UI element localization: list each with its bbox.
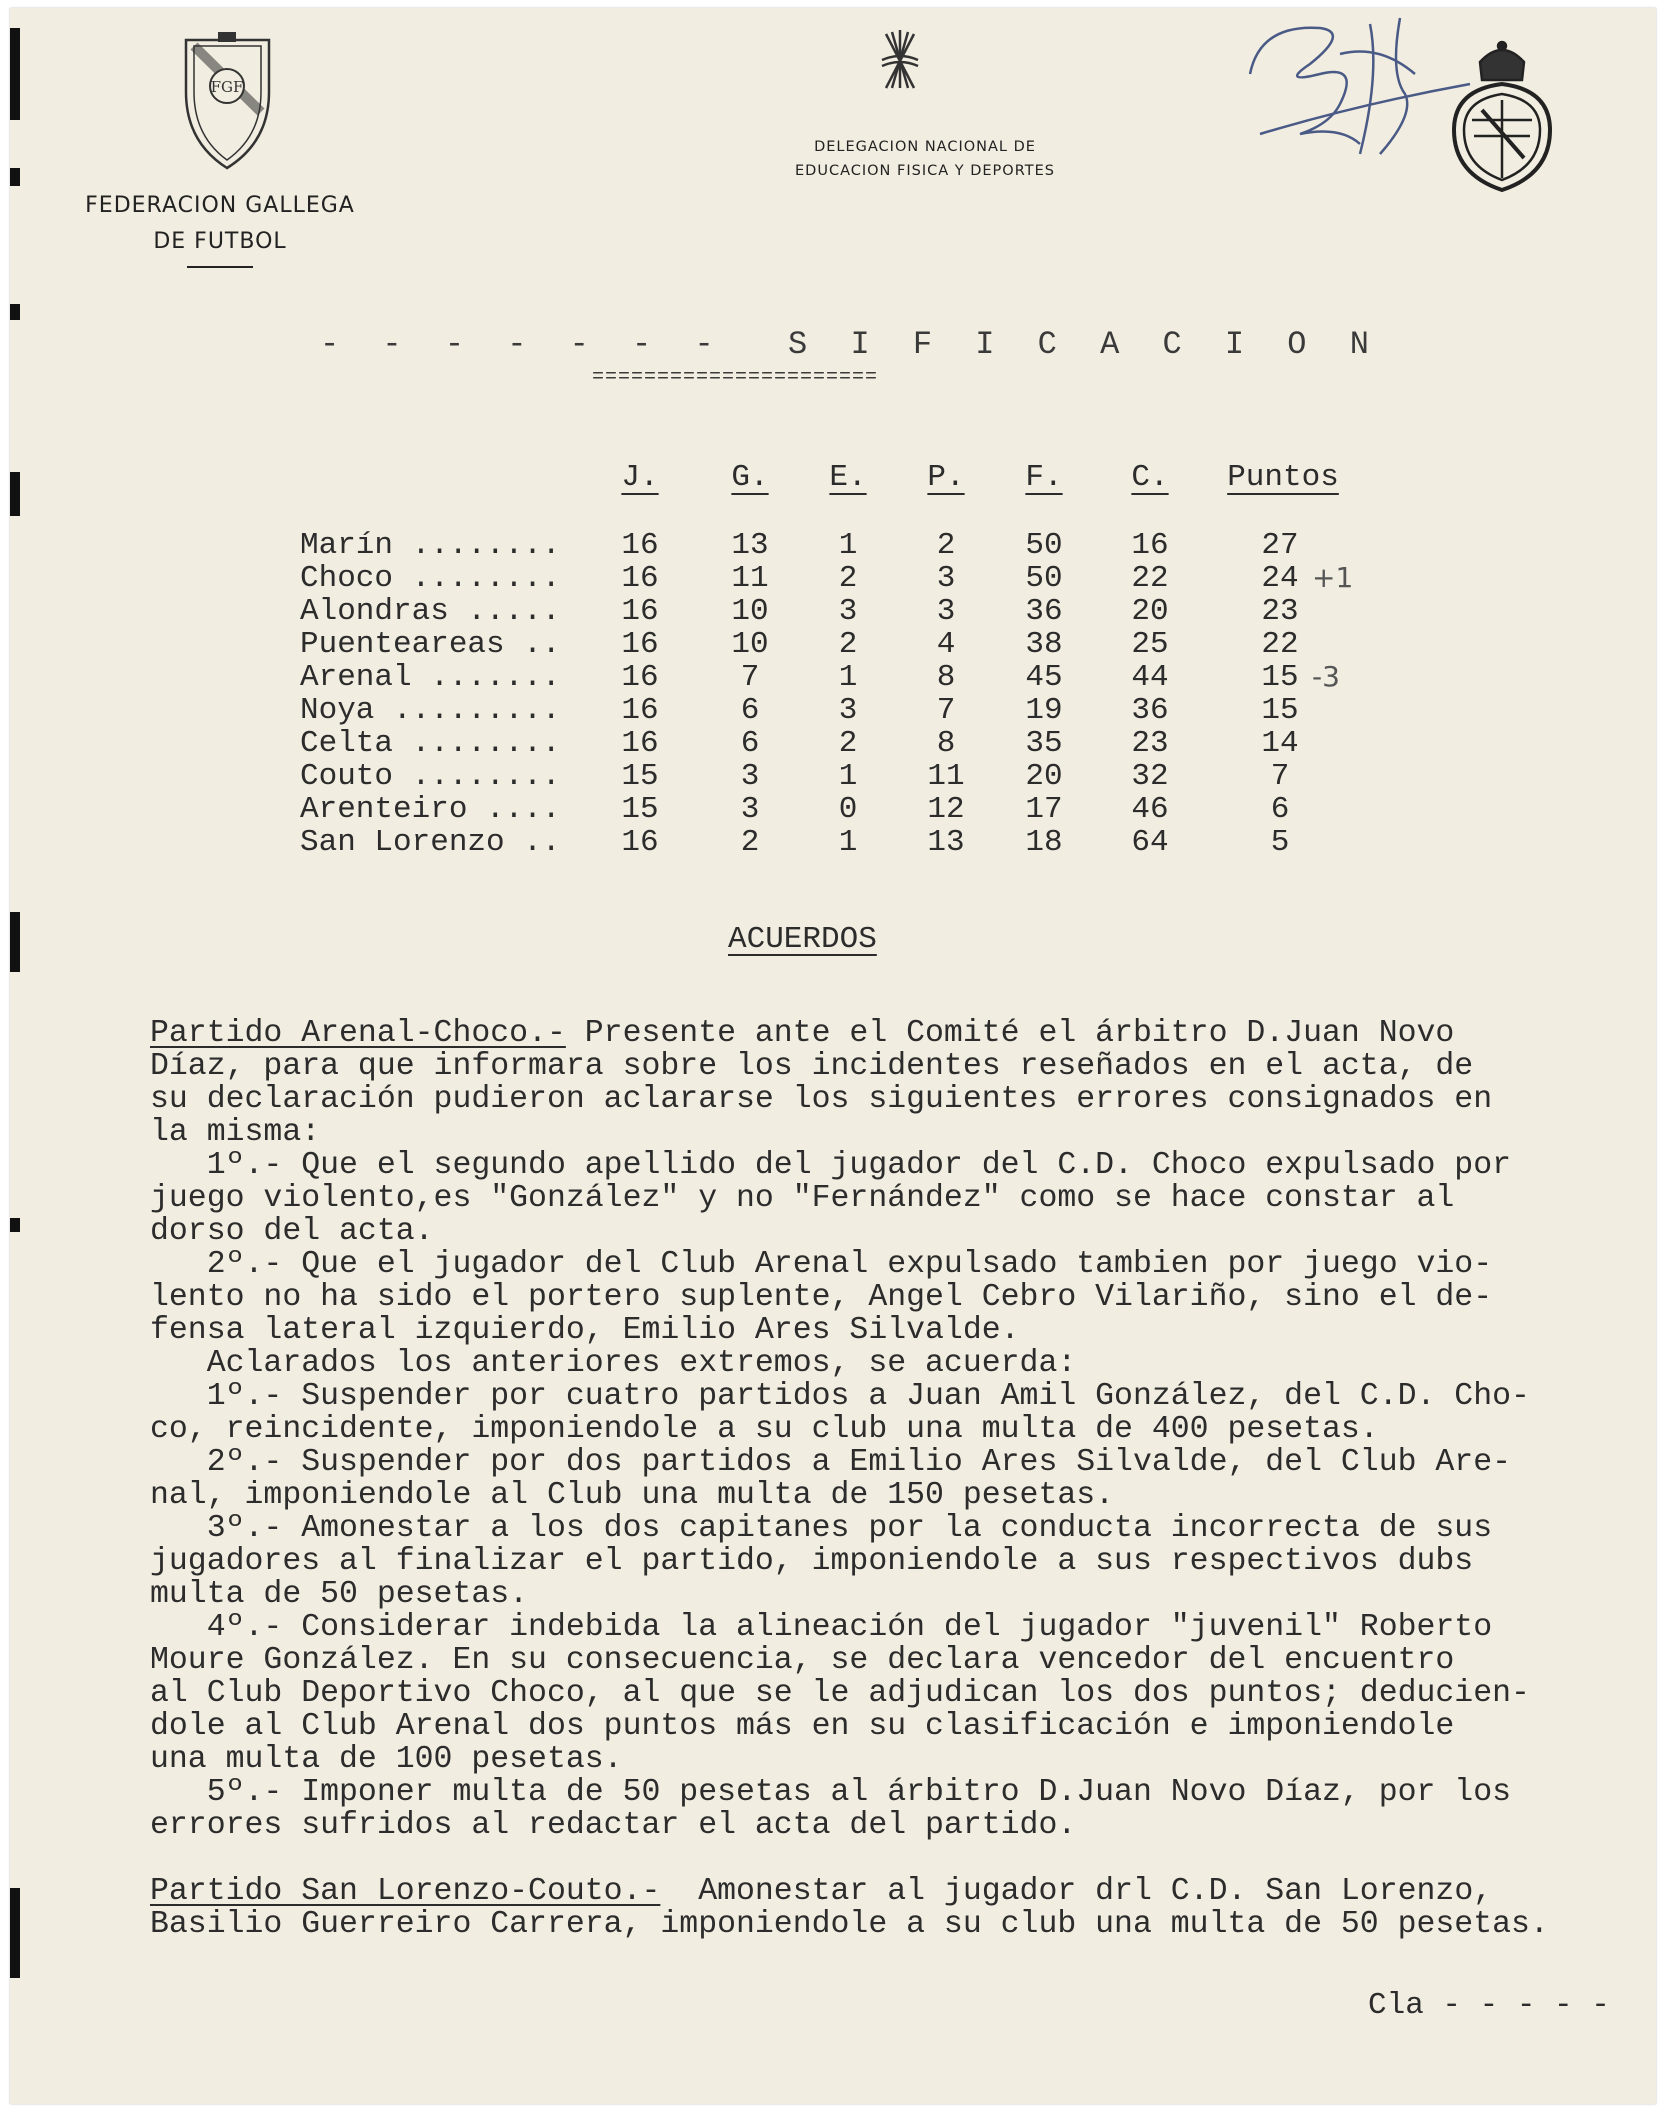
team-name: Noya ......... xyxy=(300,693,561,728)
won: 2 xyxy=(740,825,760,860)
match-title: Partido Arenal-Choco.- xyxy=(150,1016,566,1051)
text-line: una multa de 100 pesetas. xyxy=(150,1742,623,1777)
divider xyxy=(187,266,253,268)
played: 16 xyxy=(621,561,659,596)
goals-for: 19 xyxy=(1025,693,1063,728)
goals-for: 38 xyxy=(1025,627,1063,662)
won: 10 xyxy=(731,594,769,629)
edge-mark xyxy=(10,1888,20,1978)
text-line: su declaración pudieron aclararse los siguientes errores consignados en xyxy=(150,1082,1493,1117)
won: 3 xyxy=(740,792,760,827)
goals-against: 44 xyxy=(1131,660,1169,695)
won: 3 xyxy=(740,759,760,794)
drawn: 3 xyxy=(838,594,858,629)
column-header: E. xyxy=(829,460,867,495)
lost: 4 xyxy=(936,627,956,662)
royal-crest-logo xyxy=(1442,40,1562,195)
goals-against: 20 xyxy=(1131,594,1169,629)
lost: 2 xyxy=(936,528,956,563)
column-header: P. xyxy=(927,460,965,495)
team-name: Alondras ..... xyxy=(300,594,561,629)
text-line: 1º.- Que el segundo apellido del jugador del C.D. Choco expulsado por xyxy=(150,1148,1512,1183)
text-line: la misma: xyxy=(150,1115,321,1150)
match-title: Partido San Lorenzo-Couto.- xyxy=(150,1874,661,1909)
goals-for: 50 xyxy=(1025,528,1063,563)
points: 27 xyxy=(1261,528,1299,563)
continuation-mark: Cla - - - - - xyxy=(1368,1988,1610,2023)
text-line: multa de 50 pesetas. xyxy=(150,1577,529,1612)
section-heading: ACUERDOS xyxy=(728,922,877,957)
edge-mark xyxy=(10,912,20,972)
document-page xyxy=(10,8,1656,2104)
page-title: - - - - - - - S I F I C A C I O N xyxy=(320,326,1381,363)
lost: 11 xyxy=(927,759,965,794)
drawn: 1 xyxy=(838,825,858,860)
text-line: 2º.- Que el jugador del Club Arenal expulsado tambien por juego vio- xyxy=(150,1247,1493,1282)
played: 16 xyxy=(621,726,659,761)
points: 14 xyxy=(1261,726,1299,761)
column-header: Puntos xyxy=(1227,460,1339,495)
text-line: 2º.- Suspender por dos partidos a Emilio Ares Silvalde, del Club Are- xyxy=(150,1445,1512,1480)
text-line: errores sufridos al redactar el acta del partido. xyxy=(150,1808,1077,1843)
goals-against: 36 xyxy=(1131,693,1169,728)
points: 22 xyxy=(1261,627,1299,662)
handwritten-adjustment: +1 xyxy=(1312,561,1354,594)
title-underline: ====================== xyxy=(592,366,879,389)
delegation-line-2: EDUCACION FISICA Y DEPORTES xyxy=(795,163,1055,179)
text-line: al Club Deportivo Choco, al que se le adjudican los dos puntos; deducien- xyxy=(150,1676,1530,1711)
goals-for: 20 xyxy=(1025,759,1063,794)
won: 6 xyxy=(740,726,760,761)
text-line: 1º.- Suspender por cuatro partidos a Juan Amil González, del C.D. Cho- xyxy=(150,1379,1530,1414)
yoke-arrows-emblem-icon xyxy=(878,26,922,96)
goals-against: 22 xyxy=(1131,561,1169,596)
column-header: F. xyxy=(1025,460,1063,495)
goals-for: 35 xyxy=(1025,726,1063,761)
lost: 13 xyxy=(927,825,965,860)
team-name: Arenal ....... xyxy=(300,660,561,695)
points: 23 xyxy=(1261,594,1299,629)
played: 16 xyxy=(621,627,659,662)
text-line: jugadores al finalizar el partido, imponiendole a sus respectivos dubs xyxy=(150,1544,1474,1579)
edge-mark xyxy=(10,304,20,320)
federation-shield-logo xyxy=(180,32,275,172)
edge-mark xyxy=(10,472,20,516)
drawn: 1 xyxy=(838,759,858,794)
drawn: 3 xyxy=(838,693,858,728)
points: 24 xyxy=(1261,561,1299,596)
text-line: lento no ha sido el portero suplente, Angel Cebro Vilariño, sino el de- xyxy=(150,1280,1493,1315)
lost: 3 xyxy=(936,561,956,596)
text-line: Aclarados los anteriores extremos, se acuerda: xyxy=(150,1346,1077,1381)
goals-for: 17 xyxy=(1025,792,1063,827)
paragraph-gap xyxy=(150,1842,1650,1875)
played: 16 xyxy=(621,528,659,563)
column-header: G. xyxy=(731,460,769,495)
edge-mark xyxy=(10,28,20,120)
won: 6 xyxy=(740,693,760,728)
goals-against: 16 xyxy=(1131,528,1169,563)
won: 11 xyxy=(731,561,769,596)
delegation-line-1: DELEGACION NACIONAL DE xyxy=(814,139,1036,155)
edge-mark xyxy=(10,168,20,186)
text-line: Basilio Guerreiro Carrera, imponiendole a su club una multa de 50 pesetas. xyxy=(150,1907,1549,1942)
points: 7 xyxy=(1270,759,1290,794)
team-name: Marín ........ xyxy=(300,528,561,563)
goals-for: 50 xyxy=(1025,561,1063,596)
team-name: Couto ........ xyxy=(300,759,561,794)
text-line: Moure González. En su consecuencia, se declara vencedor del encuentro xyxy=(150,1643,1455,1678)
played: 16 xyxy=(621,825,659,860)
team-name: San Lorenzo .. xyxy=(300,825,561,860)
goals-against: 32 xyxy=(1131,759,1169,794)
federation-line-1: FEDERACION GALLEGA xyxy=(85,193,355,218)
edge-mark xyxy=(10,1218,20,1232)
goals-for: 36 xyxy=(1025,594,1063,629)
drawn: 2 xyxy=(838,627,858,662)
drawn: 2 xyxy=(838,726,858,761)
text-line: Partido Arenal-Choco.- Presente ante el Comité el árbitro D.Juan Novo xyxy=(150,1016,1455,1051)
goals-against: 64 xyxy=(1131,825,1169,860)
svg-text:FGF: FGF xyxy=(210,78,244,96)
team-name: Choco ........ xyxy=(300,561,561,596)
played: 15 xyxy=(621,759,659,794)
goals-against: 25 xyxy=(1131,627,1169,662)
text-line: 5º.- Imponer multa de 50 pesetas al árbitro D.Juan Novo Díaz, por los xyxy=(150,1775,1512,1810)
won: 10 xyxy=(731,627,769,662)
lost: 8 xyxy=(936,660,956,695)
goals-for: 18 xyxy=(1025,825,1063,860)
text-line: nal, imponiendole al Club una multa de 150 pesetas. xyxy=(150,1478,1115,1513)
text-line: dorso del acta. xyxy=(150,1214,434,1249)
played: 16 xyxy=(621,693,659,728)
lost: 12 xyxy=(927,792,965,827)
team-name: Celta ........ xyxy=(300,726,561,761)
points: 6 xyxy=(1270,792,1290,827)
text-line: 3º.- Amonestar a los dos capitanes por la conducta incorrecta de sus xyxy=(150,1511,1493,1546)
delegation-name xyxy=(745,135,1105,183)
text-line: fensa lateral izquierdo, Emilio Ares Silvalde. xyxy=(150,1313,1020,1348)
won: 7 xyxy=(740,660,760,695)
text-line: dole al Club Arenal dos puntos más en su clasificación e imponiendole xyxy=(150,1709,1455,1744)
drawn: 2 xyxy=(838,561,858,596)
acuerdos-text xyxy=(150,1017,1650,1941)
text-line: co, reincidente, imponiendole a su club una multa de 400 pesetas. xyxy=(150,1412,1379,1447)
won: 13 xyxy=(731,528,769,563)
lost: 8 xyxy=(936,726,956,761)
played: 16 xyxy=(621,660,659,695)
team-name: Puenteareas .. xyxy=(300,627,561,662)
federation-name xyxy=(70,188,370,268)
text-line: 4º.- Considerar indebida la alineación del jugador "juvenil" Roberto xyxy=(150,1610,1493,1645)
handwritten-adjustment: -3 xyxy=(1312,660,1340,693)
goals-against: 23 xyxy=(1131,726,1169,761)
points: 5 xyxy=(1270,825,1290,860)
played: 15 xyxy=(621,792,659,827)
goals-against: 46 xyxy=(1131,792,1169,827)
drawn: 0 xyxy=(838,792,858,827)
team-name: Arenteiro .... xyxy=(300,792,561,827)
points: 15 xyxy=(1261,660,1299,695)
goals-for: 45 xyxy=(1025,660,1063,695)
drawn: 1 xyxy=(838,528,858,563)
lost: 7 xyxy=(936,693,956,728)
column-header: C. xyxy=(1131,460,1169,495)
drawn: 1 xyxy=(838,660,858,695)
points: 15 xyxy=(1261,693,1299,728)
text-line: Partido San Lorenzo-Couto.- Amonestar al jugador drl C.D. San Lorenzo, xyxy=(150,1874,1493,1909)
text-line: juego violento,es "González" y no "Fernández" como se hace constar al xyxy=(150,1181,1455,1216)
lost: 3 xyxy=(936,594,956,629)
column-header: J. xyxy=(621,460,659,495)
federation-line-2: DE FUTBOL xyxy=(153,229,287,254)
text-line: Díaz, para que informara sobre los incidentes reseñados en el acta, de xyxy=(150,1049,1474,1084)
played: 16 xyxy=(621,594,659,629)
